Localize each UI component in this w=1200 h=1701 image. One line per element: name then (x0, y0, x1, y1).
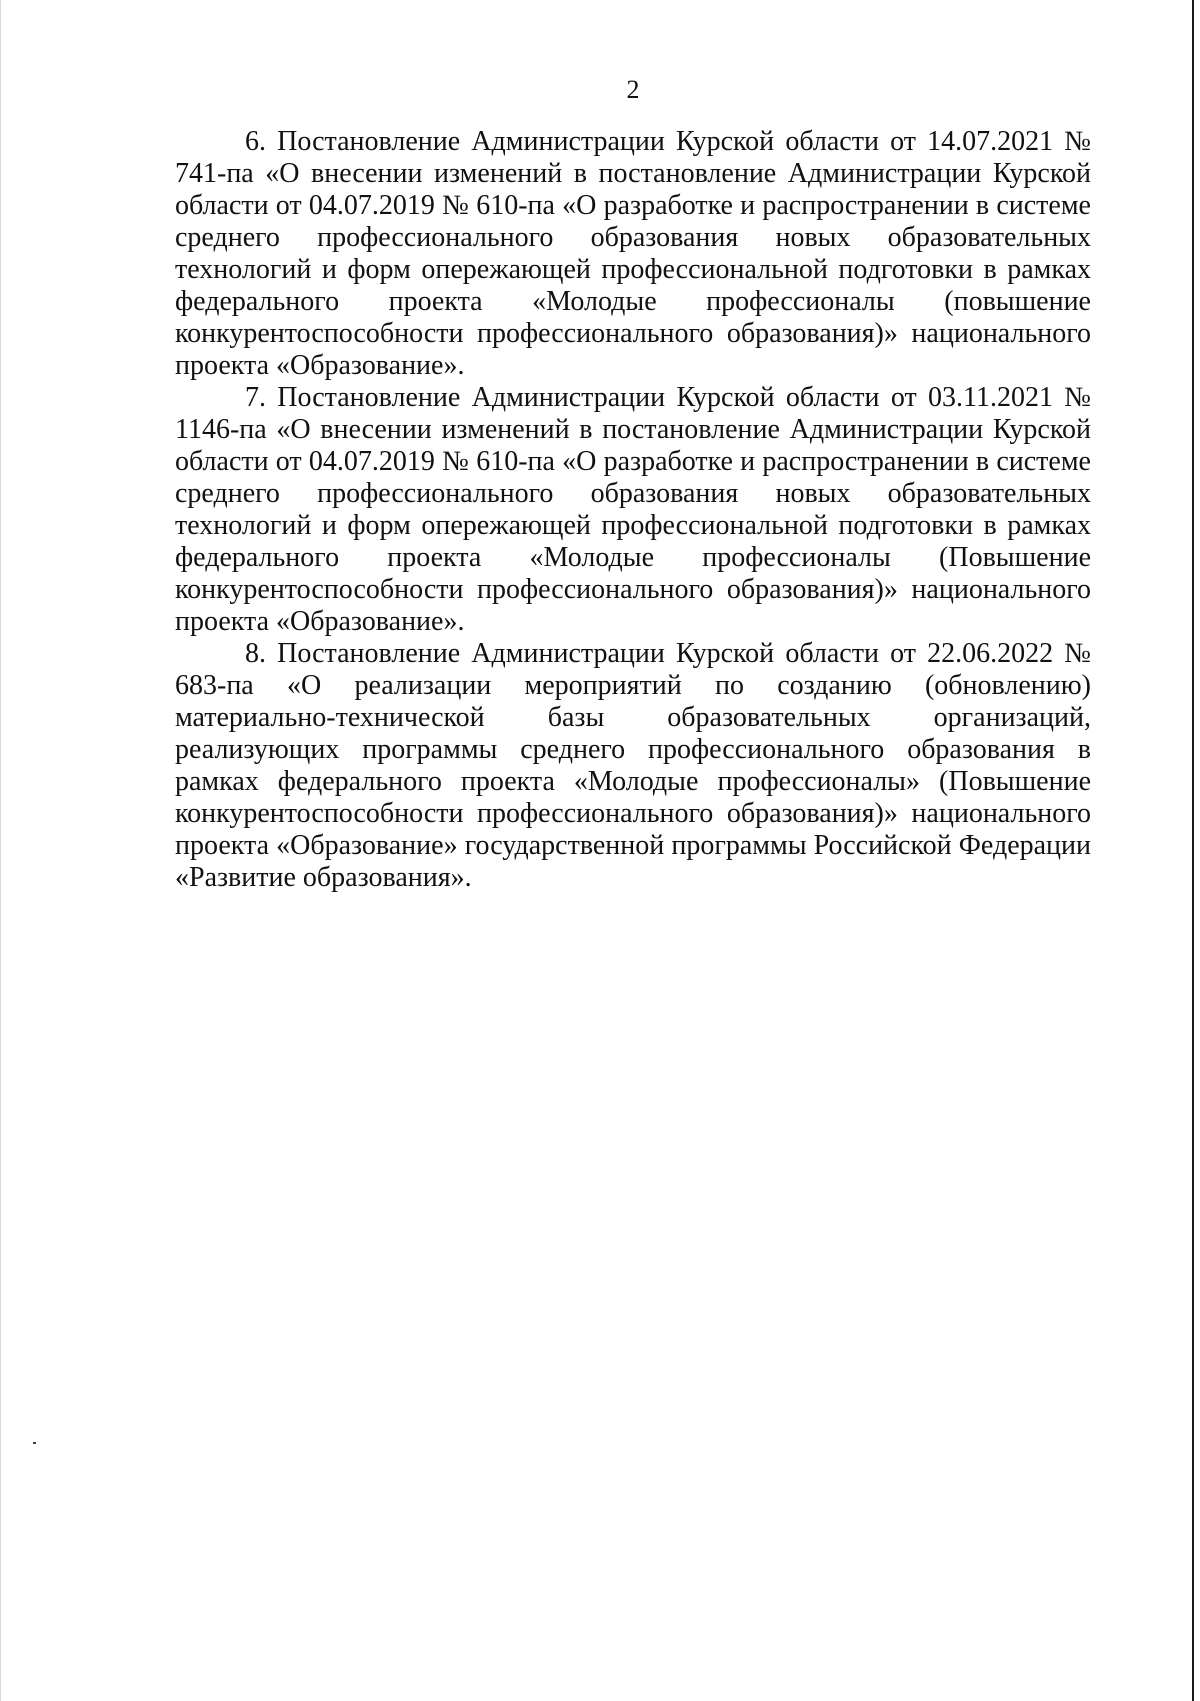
list-item-8: 8. Постановление Администрации Курской области от 22.06.2022 № 683-па «О реализации мероприятий по созданию (обновлению) материально-технической базы образовательных организаций, реализующих программы среднего профессионального образования в рамках федерального проекта «Молодые профессионалы» (Повышение конкурентоспособности профессионального образования)» национального проекта «Образование» государственной программы Российской Федерации «Развитие образования». (175, 638, 1091, 893)
list-item-7: 7. Постановление Администрации Курской области от 03.11.2021 № 1146-па «О внесении изменений в постановление Администрации Курской области от 04.07.2019 № 610-па «О разработке и распространении в системе среднего профессионального образования новых образовательных технологий и форм опережающей профессиональной подготовки в рамках федерального проекта «Молодые профессионалы (Повышение конкурентоспособности профессионального образования)» национального проекта «Образование». (175, 382, 1091, 637)
scan-edge-right (1192, 0, 1194, 1701)
scan-edge-left (0, 0, 1, 1701)
scan-speck (33, 1442, 36, 1444)
document-body (175, 126, 1091, 894)
list-item-6: 6. Постановление Администрации Курской области от 14.07.2021 № 741-па «О внесении изменений в постановление Администрации Курской области от 04.07.2019 № 610-па «О разработке и распространении в системе среднего профессионального образования новых образовательных технологий и форм опережающей профессиональной подготовки в рамках федерального проекта «Молодые профессионалы (повышение конкурентоспособности профессионального образования)» национального проекта «Образование». (175, 126, 1091, 381)
page-number: 2 (626, 75, 640, 104)
